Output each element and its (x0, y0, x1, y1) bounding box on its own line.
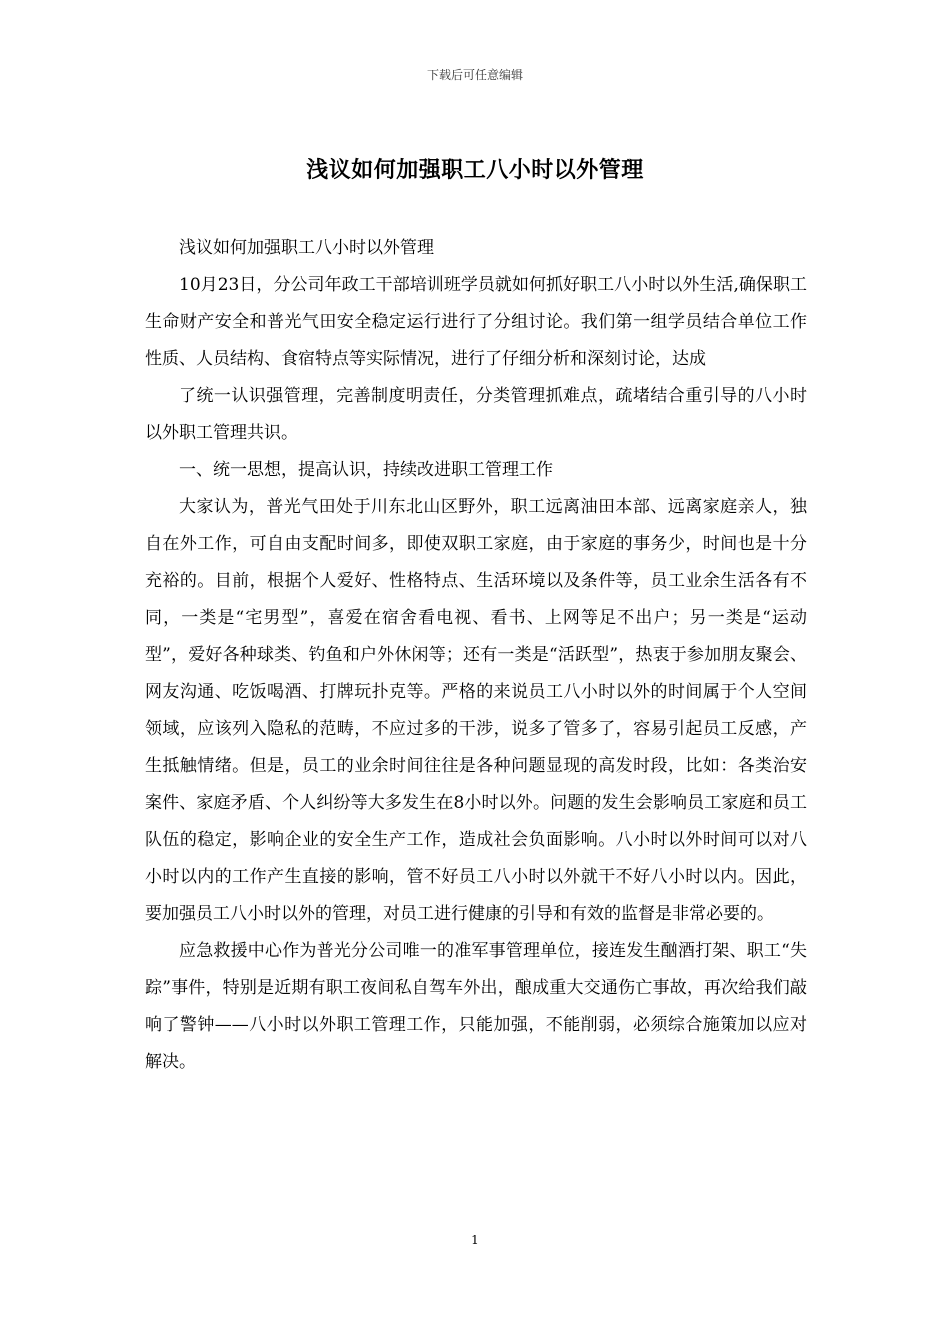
paragraph: 10月23日，分公司年政工干部培训班学员就如何抓好职工八小时以外生活,确保职工生命财产安全和普光气田安全稳定运行进行了分组讨论。我们第一组学员结合单位工作性质、人员结构、食宿特点等实际情况，进行了仔细分析和深刻讨论，达成 (145, 275, 807, 369)
paragraph-subtitle: 浅议如何加强职工八小时以外管理 (179, 238, 434, 258)
paragraph: 应急救援中心作为普光分公司唯一的准军事管理单位，接连发生酗酒打架、职工“失踪”事件，特别是近期有职工夜间私自驾车外出，酿成重大交通伤亡事故，再次给我们敲响了警钟——八小时以外职工管理工作，只能加强，不能削弱，必须综合施策加以应对解决。 (145, 941, 807, 1072)
page-header: 下载后可任意编辑 (426, 68, 523, 82)
document-body (145, 230, 807, 1081)
section-heading: 一、统一思想，提高认识，持续改进职工管理工作 (179, 460, 553, 480)
paragraph: 大家认为，普光气田处于川东北山区野外，职工远离油田本部、远离家庭亲人，独自在外工作，可自由支配时间多，即使双职工家庭，由于家庭的事务少，时间也是十分充裕的。目前，根据个人爱好、性格特点、生活环境以及条件等，员工业余生活各有不同，一类是“宅男型”，喜爱在宿舍看电视、看书、上网等足不出户；另一类是“运动型”，爱好各种球类、钓鱼和户外休闲等；还有一类是“活跃型”，热衷于参加朋友聚会、网友沟通、吃饭喝酒、打牌玩扑克等。严格的来说员工八小时以外的时间属于个人空间领域，应该列入隐私的范畴，不应过多的干涉，说多了管多了，容易引起员工反感，产生抵触情绪。但是，员工的业余时间往往是各种问题显现的高发时段，比如：各类治安案件、家庭矛盾、个人纠纷等大多发生在8小时以外。问题的发生会影响员工家庭和员工队伍的稳定，影响企业的安全生产工作，造成社会负面影响。八小时以外时间可以对八小时以内的工作产生直接的影响，管不好员工八小时以外就干不好八小时以内。因此，要加强员工八小时以外的管理，对员工进行健康的引导和有效的监督是非常必要的。 (145, 497, 807, 924)
document-title: 浅议如何加强职工八小时以外管理 (306, 157, 644, 183)
page-number: 1 (471, 1233, 479, 1247)
paragraph: 了统一认识强管理，完善制度明责任，分类管理抓难点，疏堵结合重引导的八小时以外职工管理共识。 (145, 386, 807, 443)
